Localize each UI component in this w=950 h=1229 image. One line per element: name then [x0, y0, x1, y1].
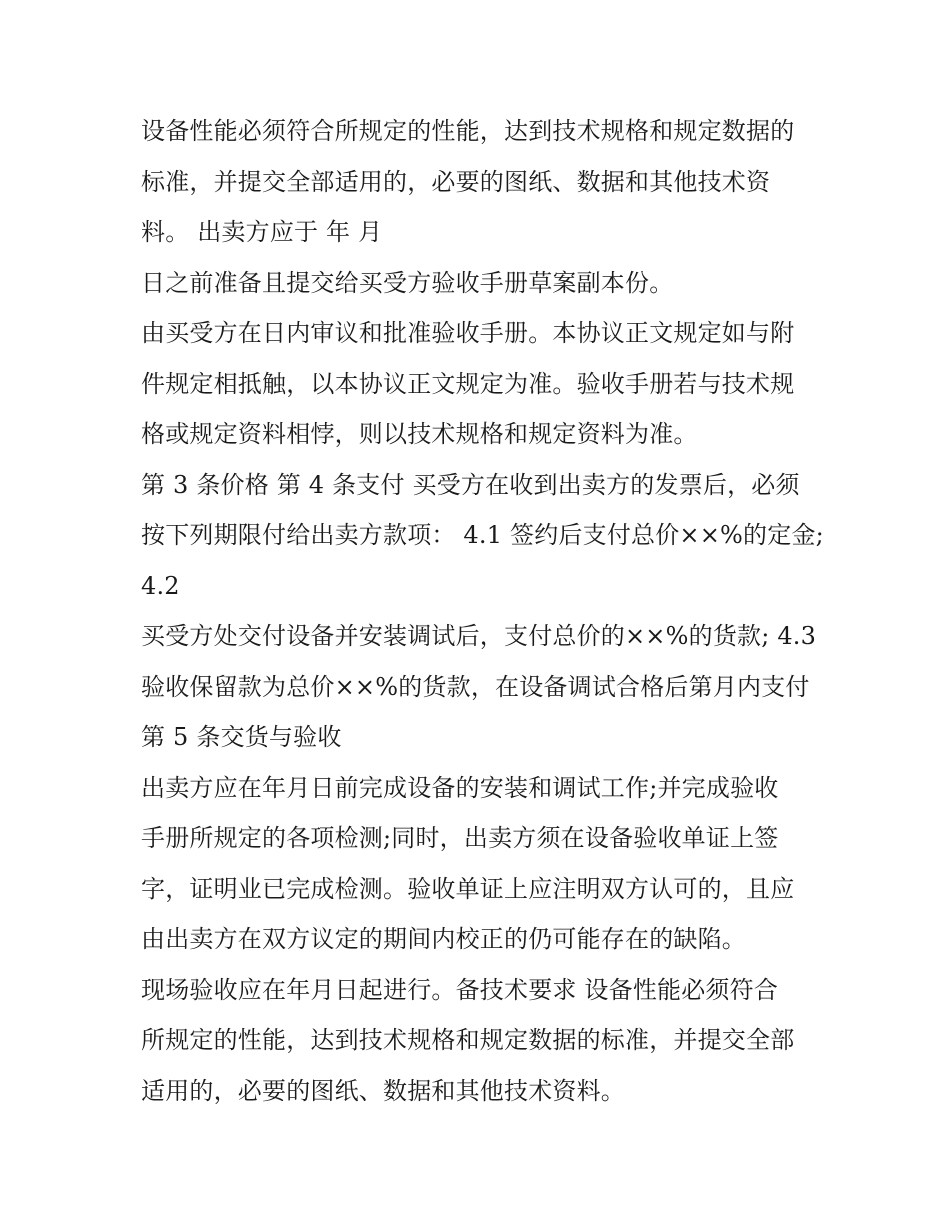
text-line: 第 5 条交货与验收	[141, 723, 342, 751]
text-line: 件规定相抵触，以本协议正文规定为准。验收手册若与技术规	[141, 369, 795, 398]
text-line: 设备性能必须符合所规定的性能，达到技术规格和规定数据的	[141, 117, 795, 145]
text-line: 验收保留款为总价××%的货款，在设备调试合格后第月内支付	[141, 672, 810, 701]
text-line: 出卖方应在年月日前完成设备的安装和调试工作;并完成验收	[141, 773, 779, 802]
text-line: 字，证明业已完成检测。验收单证上应注明双方认可的，且应	[141, 874, 795, 903]
text-line: 标准，并提交全部适用的，必要的图纸、数据和其他技术资	[141, 167, 771, 196]
text-line: 格或规定资料相悖，则以技术规格和规定资料为准。	[141, 420, 698, 448]
text-line: 第 3 条价格 第 4 条支付 买受方在收到出卖方的发票后，必须	[141, 470, 800, 499]
text-line: 由买受方在日内审议和批准验收手册。本协议正文规定如与附	[141, 319, 795, 347]
text-line: 适用的，必要的图纸、数据和其他技术资料。	[141, 1076, 625, 1105]
document-body	[141, 106, 824, 1116]
text-line: 料。 出卖方应于 年 月	[141, 218, 383, 246]
text-line: 所规定的性能，达到技术规格和规定数据的标准，并提交全部	[141, 1026, 795, 1054]
text-line: 买受方处交付设备并安装调试后，支付总价的××%的货款; 4.3	[141, 622, 817, 650]
text-line: 由出卖方在双方议定的期间内校正的仍可能存在的缺陷。	[141, 925, 746, 953]
text-line: 现场验收应在年月日起进行。备技术要求 设备性能必须符合	[141, 975, 779, 1004]
text-line: 手册所规定的各项检测;同时，出卖方须在设备验收单证上签	[141, 824, 779, 852]
text-line: 日之前准备且提交给买受方验收手册草案副本份。	[141, 268, 674, 297]
text-line: 4.2	[141, 571, 180, 600]
text-line: 按下列期限付给出卖方款项： 4.1 签约后支付总价××%的定金;	[141, 521, 824, 549]
